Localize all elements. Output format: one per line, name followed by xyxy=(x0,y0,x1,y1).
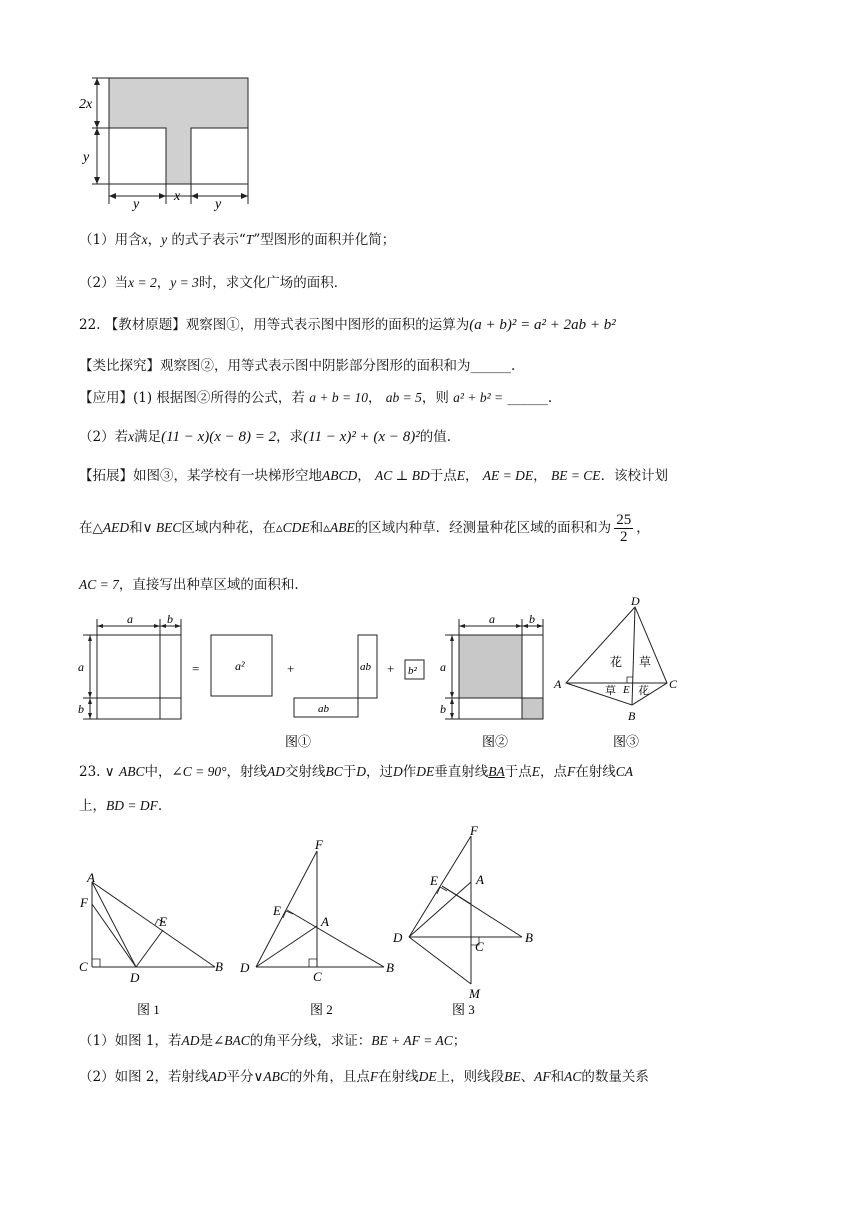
svg-text:a: a xyxy=(78,660,84,674)
svg-text:b: b xyxy=(440,702,446,716)
svg-text:A: A xyxy=(321,914,329,929)
fig1-big-square xyxy=(78,612,181,719)
q23-part2: （2）如图 2，若射线AD平分∨ABC的外角，且点F在射线DE上，则线段BE、AF和AC的数量关系 xyxy=(79,1069,649,1085)
q21-part2: （2）当x = 2，y = 3时，求文化广场的面积． xyxy=(79,275,348,291)
q23-fig3 xyxy=(392,823,533,1001)
svg-text:E: E xyxy=(159,914,167,929)
svg-text:B: B xyxy=(386,960,394,975)
q23-line1: 23. ∨ ABC中，∠C = 90°，射线AD交射线BC于D，过D作DE垂直射线BA于点E，点F在射线CA xyxy=(79,764,634,780)
t-shape-figure xyxy=(75,72,260,212)
q23-figures xyxy=(75,822,555,1022)
svg-text:B: B xyxy=(628,709,636,723)
fig3-caption: 图③ xyxy=(613,734,640,749)
fig2-caption: 图② xyxy=(482,734,509,749)
svg-text:C: C xyxy=(475,939,484,954)
svg-text:a²: a² xyxy=(235,659,245,673)
q22-extension-2: 在△AED和∨ BEC区域内种花，在▵CDE和▵ABE的区域内种草．经测量种花区域的面积和为 $\frac{25}{2}$ ， xyxy=(79,512,650,545)
fig1-plus-2: + xyxy=(387,661,395,676)
q22-apply2: （2）若x满足(11 − x)(x − 8) = 2，求(11 − x)² + (x − 8)²的值. xyxy=(79,429,451,445)
label-x-bottom: x xyxy=(174,189,181,204)
svg-text:D: D xyxy=(240,960,250,975)
svg-text:b: b xyxy=(78,702,84,716)
q23-line2: 上，BD = DF. xyxy=(79,798,163,814)
svg-text:F: F xyxy=(470,823,478,838)
label-y-bottom-right: y xyxy=(215,197,222,212)
q22-analogy: 【类比探究】观察图②，用等式表示图中阴影部分图形的面积和为______. xyxy=(79,358,516,374)
fig2-square xyxy=(440,612,543,719)
svg-text:A: A xyxy=(87,870,95,885)
q22-extension-3: AC = 7，直接写出种草区域的面积和. xyxy=(79,577,299,593)
svg-text:草: 草 xyxy=(605,685,616,697)
svg-text:B: B xyxy=(215,959,223,974)
svg-text:F: F xyxy=(315,837,323,852)
q22-apply1: 【应用】(1) 根据图②所得的公式，若 a + b = 10， ab = 5，则 a² + b² = ______. xyxy=(79,390,553,406)
fraction-25-2: $\frac{25}{2}$ xyxy=(616,512,632,545)
q22-figures xyxy=(75,595,715,755)
svg-text:D: D xyxy=(130,970,140,985)
svg-text:b: b xyxy=(529,612,535,626)
svg-text:D: D xyxy=(393,930,403,945)
label-2x: 2x xyxy=(79,97,93,112)
svg-text:E: E xyxy=(623,684,630,696)
svg-text:b²: b² xyxy=(408,665,417,677)
fig1-plus-1: + xyxy=(287,661,295,676)
svg-text:ab: ab xyxy=(360,661,371,673)
label-y-left: y xyxy=(83,150,90,165)
fig1-caption: 图① xyxy=(285,734,312,749)
svg-text:A: A xyxy=(554,677,562,691)
q23-part1: （1）如图 1，若AD是∠BAC的角平分线，求证：BE + AF = AC； xyxy=(79,1033,467,1049)
svg-text:花: 花 xyxy=(610,655,623,669)
q23-fig1 xyxy=(79,870,223,985)
svg-text:M: M xyxy=(469,986,480,1001)
q23-fig2 xyxy=(239,837,394,984)
q23-fig3-caption: 图 3 xyxy=(452,1002,475,1017)
fig3-quadrilateral xyxy=(553,595,678,723)
svg-text:草: 草 xyxy=(639,655,652,669)
expansion-formula: (a + b)² = a² + 2ab + b² xyxy=(469,317,616,333)
svg-text:C: C xyxy=(79,959,88,974)
q23-fig2-caption: 图 2 xyxy=(310,1002,333,1017)
q22-extension-1: 【拓展】如图③，某学校有一块梯形空地ABCD， AC ⊥ BD于点E， AE = DE， BE = CE．该校计划 xyxy=(79,468,669,484)
q22-intro: 22. 【教材原题】观察图①，用等式表示图中图形的面积的运算为(a + b)² = a² + 2ab + b² xyxy=(79,317,616,333)
svg-text:b: b xyxy=(167,612,173,626)
svg-text:a: a xyxy=(440,660,446,674)
label-y-bottom-left: y xyxy=(133,197,140,212)
t-right-blank-rect xyxy=(191,128,248,184)
svg-text:E: E xyxy=(273,903,281,918)
svg-text:C: C xyxy=(669,677,678,691)
fig1-equals: = xyxy=(192,661,200,676)
svg-text:a: a xyxy=(127,612,133,626)
q21-part1: （1）用含x，y 的式子表示“T”型图形的面积并化简； xyxy=(79,232,396,248)
svg-text:C: C xyxy=(313,969,322,984)
svg-text:A: A xyxy=(476,872,484,887)
q23-fig1-caption: 图 1 xyxy=(137,1002,160,1017)
svg-text:D: D xyxy=(631,595,640,608)
svg-text:B: B xyxy=(525,930,533,945)
svg-text:花: 花 xyxy=(638,685,649,697)
svg-text:F: F xyxy=(80,895,88,910)
svg-text:ab: ab xyxy=(318,703,329,715)
svg-text:a: a xyxy=(489,612,495,626)
t-left-blank-rect xyxy=(109,128,166,184)
svg-text:E: E xyxy=(430,873,438,888)
